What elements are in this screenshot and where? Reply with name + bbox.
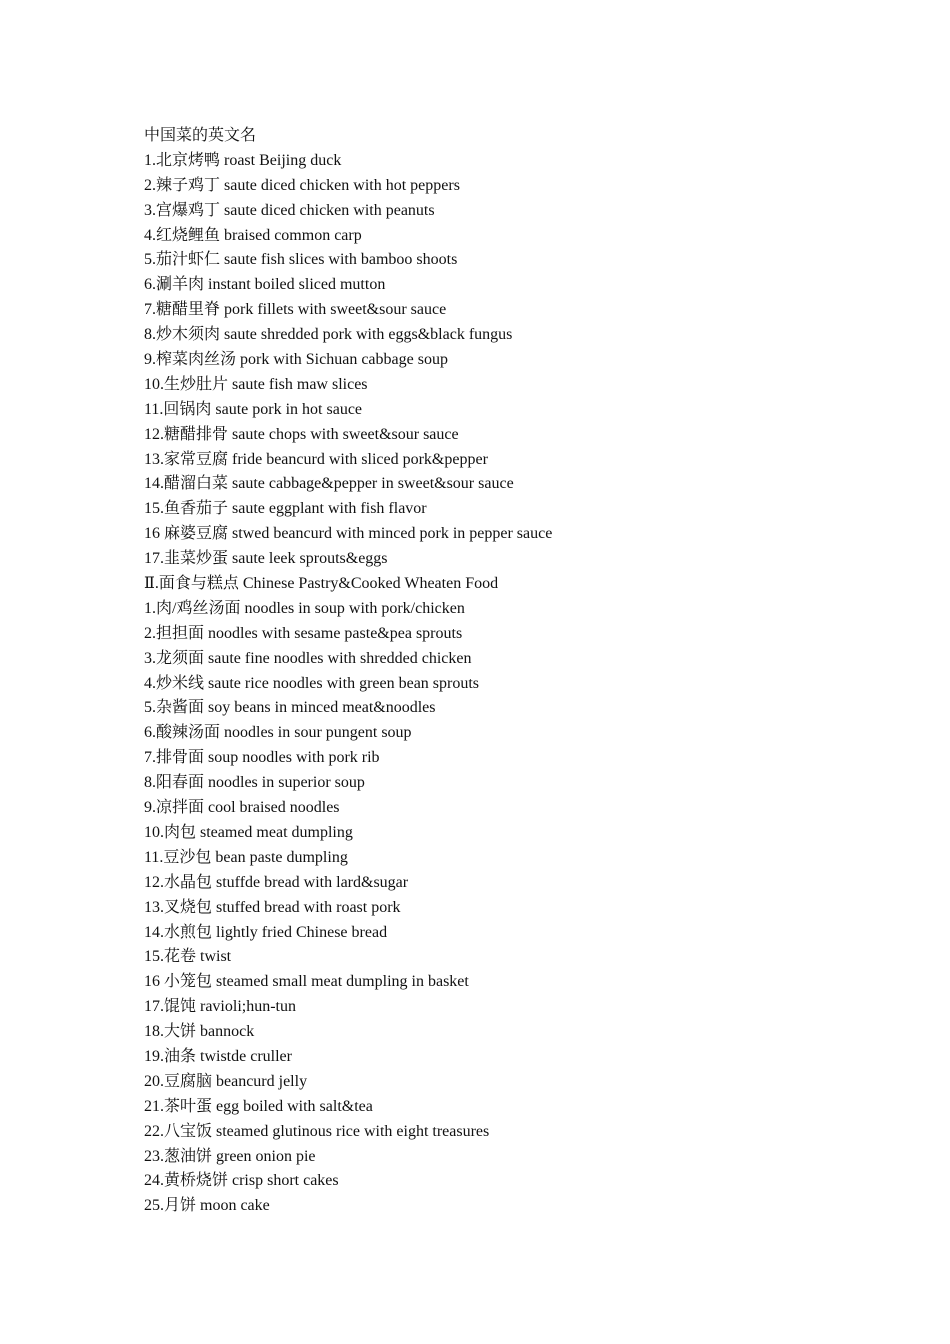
list-item: 13.叉烧包 stuffed bread with roast pork xyxy=(144,898,401,916)
list-item: 10.肉包 steamed meat dumpling xyxy=(144,823,353,841)
list-item: 22.八宝饭 steamed glutinous rice with eight treasures xyxy=(144,1122,490,1140)
list-item: 17.韭菜炒蛋 saute leek sprouts&eggs xyxy=(144,550,388,568)
list-item: 2.担担面 noodles with sesame paste&pea sprouts xyxy=(144,624,463,642)
document-title: 中国菜的英文名 xyxy=(144,127,257,144)
list-item: 10.生炒肚片 saute fish maw slices xyxy=(144,375,368,393)
list-item: 9.凉拌面 cool braised noodles xyxy=(144,799,340,817)
list-item: 19.油条 twistde cruller xyxy=(144,1047,292,1065)
list-item: 5.茄汁虾仁 saute fish slices with bamboo shoots xyxy=(144,251,458,269)
list-item: 1.北京烤鸭 roast Beijing duck xyxy=(144,151,342,169)
list-item: 23.葱油饼 green onion pie xyxy=(144,1147,316,1165)
list-item: 2.辣子鸡丁 saute diced chicken with hot peppers xyxy=(144,176,460,194)
list-item: 14.醋溜白菜 saute cabbage&pepper in sweet&sour sauce xyxy=(144,475,514,493)
list-item: 7.糖醋里脊 pork fillets with sweet&sour sauce xyxy=(144,301,447,319)
list-item: 4.红烧鲤鱼 braised common carp xyxy=(144,226,362,244)
list-item: 4.炒米线 saute rice noodles with green bean sprouts xyxy=(144,674,480,692)
list-item: 17.馄饨 ravioli;hun-tun xyxy=(144,998,296,1016)
list-item: 3.龙须面 saute fine noodles with shredded chicken xyxy=(144,649,472,667)
document-page xyxy=(144,124,904,1219)
list-item: 15.花卷 twist xyxy=(144,948,232,966)
list-item: 8.炒木须肉 saute shredded pork with eggs&black fungus xyxy=(144,326,513,344)
list-item: 12.糖醋排骨 saute chops with sweet&sour sauce xyxy=(144,425,459,443)
list-item: 12.水晶包 stuffde bread with lard&sugar xyxy=(144,873,409,891)
list-item: 5.杂酱面 soy beans in minced meat&noodles xyxy=(144,699,436,717)
section1-list xyxy=(144,149,904,572)
list-item: 7.排骨面 soup noodles with pork rib xyxy=(144,749,380,767)
list-item: 25.月饼 moon cake xyxy=(144,1197,270,1215)
list-item: 13.家常豆腐 fride beancurd with sliced pork&pepper xyxy=(144,450,488,468)
list-item: 18.大饼 bannock xyxy=(144,1023,255,1041)
list-item: 20.豆腐脑 beancurd jelly xyxy=(144,1072,308,1090)
section2-heading: Ⅱ.面食与糕点 Chinese Pastry&Cooked Wheaten Food xyxy=(144,575,499,593)
list-item: 14.水煎包 lightly fried Chinese bread xyxy=(144,923,388,941)
list-item: 11.回锅肉 saute pork in hot sauce xyxy=(144,400,363,418)
list-item: 8.阳春面 noodles in superior soup xyxy=(144,774,365,792)
list-item: 6.酸辣汤面 noodles in sour pungent soup xyxy=(144,724,412,742)
list-item: 21.茶叶蛋 egg boiled with salt&tea xyxy=(144,1097,373,1115)
list-item: 6.涮羊肉 instant boiled sliced mutton xyxy=(144,276,386,294)
list-item: 15.鱼香茄子 saute eggplant with fish flavor xyxy=(144,500,427,518)
list-item: 16 小笼包 steamed small meat dumpling in basket xyxy=(144,973,469,991)
list-item: 1.肉/鸡丝汤面 noodles in soup with pork/chicken xyxy=(144,599,465,617)
list-item: 24.黄桥烧饼 crisp short cakes xyxy=(144,1172,339,1190)
section2-list xyxy=(144,597,904,1219)
list-item: 9.榨菜肉丝汤 pork with Sichuan cabbage soup xyxy=(144,351,448,369)
list-item: 16 麻婆豆腐 stwed beancurd with minced pork in pepper sauce xyxy=(144,525,553,543)
list-item: 11.豆沙包 bean paste dumpling xyxy=(144,848,348,866)
list-item: 3.宫爆鸡丁 saute diced chicken with peanuts xyxy=(144,201,435,219)
